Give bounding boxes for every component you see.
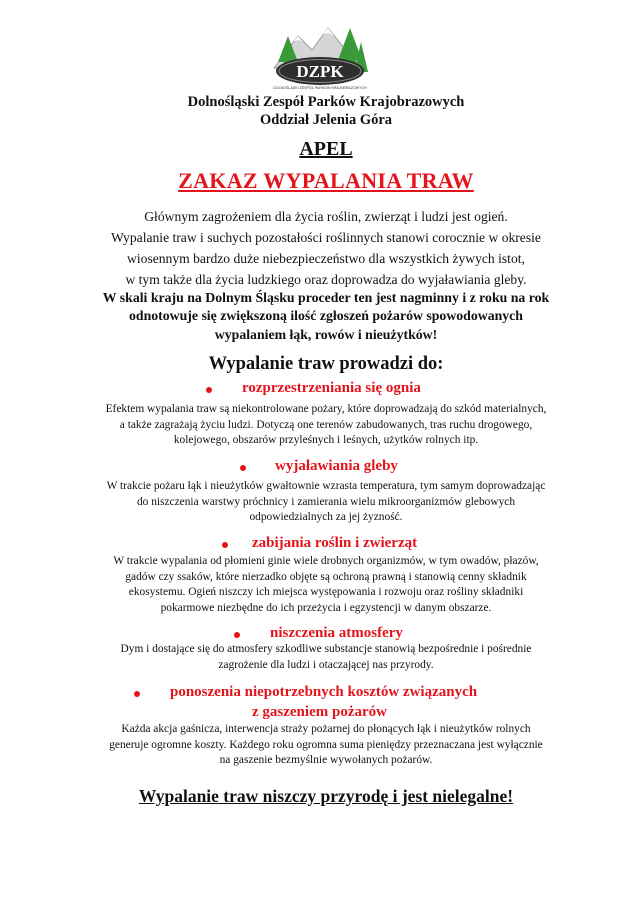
intro-line: wiosennym bardzo duże niebezpieczeństwo dla wszystkich żywych istot, bbox=[127, 251, 525, 266]
item-text-fire-spread bbox=[50, 402, 602, 449]
apel-heading: APEL bbox=[299, 138, 353, 160]
item-text-line: Dym i dostające się do atmosfery szkodliwe substancje stanowią bezpośrednie i pośrednie bbox=[120, 643, 532, 655]
bullet-icon bbox=[134, 691, 140, 697]
item-text-line: a także zagrażają życiu ludzi. Dotyczą one terenów zabudowanych, tras ruchu drogowego, bbox=[119, 418, 533, 431]
closing-statement: Wypalanie traw niszczy przyrodę i jest nielegalne! bbox=[138, 786, 514, 806]
logo-subtitle: DOLNOŚLĄSKI ZESPÓŁ PARKÓW KRAJOBRAZOWYCH bbox=[273, 86, 367, 90]
item-text-line: Efektem wypalania traw są niekontrolowane pożary, które doprowadzają do szkód materialnych, bbox=[105, 403, 547, 415]
item-text-line: do niszczenia warstwy próchnicy i zamierania wielu mikroorganizmów glebowych bbox=[136, 495, 516, 508]
mountains-trees-icon bbox=[268, 12, 372, 92]
item-text-line: kolejowego, obszarów przyleśnych i leśnych, użytków rolnych itp. bbox=[173, 434, 479, 446]
org-branch: Oddział Jelenia Góra bbox=[259, 112, 393, 128]
item-heading-costs-line2: z gaszeniem pożarów bbox=[252, 704, 387, 720]
intro-line: Wypalanie traw i suchych pozostałości roślinnych stanowi corocznie w okresie bbox=[111, 230, 541, 245]
intro-line: w tym także dla życia ludzkiego oraz doprowadza do wyjaławiania gleby. bbox=[125, 272, 527, 287]
item-text-line: W trakcie pożaru łąk i nieużytków gwałtownie wzrasta temperatura, tym samym doprowadzając bbox=[106, 480, 546, 492]
org-name: Dolnośląski Zespół Parków Krajobrazowych bbox=[187, 94, 465, 110]
item-text-line: pokarmowe niezbędne do ich przeżycia i egzystencji w danym obszarze. bbox=[160, 601, 492, 614]
item-text-costs bbox=[50, 722, 602, 769]
logo-text: DZPK bbox=[296, 62, 344, 81]
item-text-line: W trakcie wypalania od płomieni ginie wiele drobnych organizmów, w tym owadów, płazów, bbox=[113, 555, 539, 567]
bullet-icon bbox=[234, 632, 240, 638]
warning-line: wypalaniem łąk, rowów i nieużytków! bbox=[214, 326, 438, 342]
item-text-wildlife bbox=[50, 554, 602, 616]
bullet-icon bbox=[206, 387, 212, 393]
item-text-atmosphere bbox=[50, 642, 602, 673]
intro-line: Głównym zagrożeniem dla życia roślin, zwierząt i ludzi jest ogień. bbox=[144, 209, 508, 224]
item-heading-fire-spread: rozprzestrzeniania się ognia bbox=[242, 380, 421, 396]
item-text-line: zagrożenie dla ludzi i otaczającej nas przyrody. bbox=[218, 658, 434, 671]
item-heading-wildlife: zabijania roślin i zwierząt bbox=[252, 535, 418, 551]
warning-line: odnotowuje się zwiększoną ilość zgłoszeń pożarów spowodowanych bbox=[129, 308, 523, 324]
bullet-icon bbox=[222, 542, 228, 548]
item-text-line: odpowiedzialnych za jej żyzność. bbox=[249, 511, 403, 523]
main-title: ZAKAZ WYPALANIA TRAW bbox=[178, 168, 474, 193]
item-text-line: ekosystemu. Ogień niszczy ich miejsca występowania i rozwoju oraz rośliny składniki bbox=[128, 586, 524, 598]
item-text-line: generuje ogromne koszty. Każdego roku ogromna suma pieniędzy przeznaczana jest wyłącznie bbox=[109, 738, 543, 751]
intro-paragraph bbox=[60, 206, 592, 290]
bullet-icon bbox=[240, 465, 246, 471]
warning-line: W skali kraju na Dolnym Śląsku proceder ten jest nagminny i z roku na rok bbox=[102, 290, 550, 305]
item-text-soil bbox=[50, 479, 602, 526]
item-text-line: Każda akcja gaśnicza, interwencja straży pożarnej do płonących łąk i nieużytków rolnych bbox=[121, 723, 531, 735]
item-text-line: na gaszenie bezmyślnie wywołanych pożarów. bbox=[219, 754, 433, 766]
item-heading-soil: wyjaławiania gleby bbox=[275, 458, 398, 474]
item-heading-atmosphere: niszczenia atmosfery bbox=[270, 625, 403, 641]
item-heading-costs: ponoszenia niepotrzebnych kosztów związanych bbox=[170, 684, 478, 700]
item-text-line: gadów czy ssaków, które nierzadko objęte są ochroną prawną i stanowią cenny składnik bbox=[125, 570, 527, 583]
consequences-heading: Wypalanie traw prowadzi do: bbox=[208, 354, 444, 374]
dzpk-logo bbox=[268, 12, 372, 92]
warning-paragraph bbox=[40, 289, 612, 344]
